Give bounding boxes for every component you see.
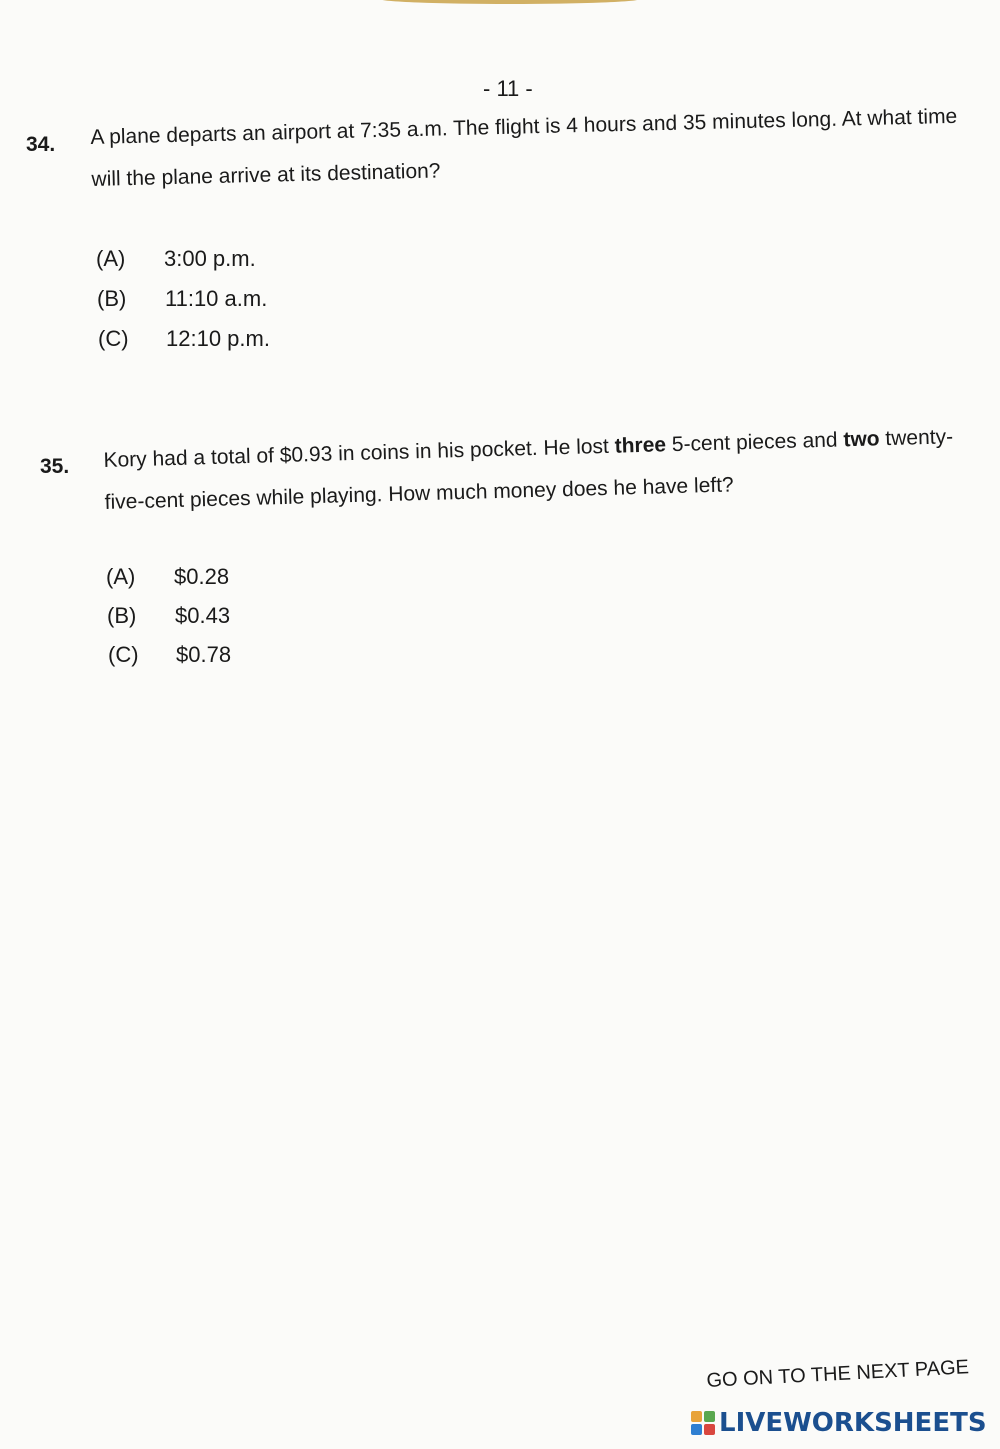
choice-text: $0.28	[174, 564, 230, 589]
choice-letter: (B)	[97, 286, 127, 311]
question-34-number: 34.	[26, 133, 56, 156]
question-35-text-part: 5-cent pieces and	[665, 428, 844, 457]
logo-tile	[691, 1424, 702, 1435]
question-35-choice-a[interactable]	[106, 564, 229, 590]
choice-text: 3:00 p.m.	[164, 246, 256, 271]
question-35-text	[103, 416, 975, 524]
choice-text: 12:10 p.m.	[166, 326, 270, 351]
logo-tile	[704, 1411, 715, 1422]
question-35-choice-c[interactable]	[108, 642, 231, 668]
question-35-text-part: twenty-five-cent pieces while playing. How much money does he have left?	[104, 425, 954, 514]
choice-text: $0.43	[175, 603, 231, 628]
question-34-text-part: A plane departs an airport at 7:35 a.m. The flight is 4 hours and 35 minutes long. At what time will the plane arrive at its destination?	[90, 104, 958, 191]
emphasis-two: two	[843, 427, 880, 452]
choice-text: $0.78	[176, 642, 232, 667]
choice-letter: (C)	[108, 642, 139, 667]
choice-letter: (A)	[96, 246, 126, 271]
logo-tile	[691, 1411, 702, 1422]
page-number: - 11 -	[483, 76, 533, 101]
question-34-choice-b[interactable]	[97, 286, 267, 312]
question-34-choice-a[interactable]	[96, 246, 256, 272]
logo-tile	[704, 1424, 715, 1435]
go-on-next-page: GO ON TO THE NEXT PAGE	[706, 1356, 970, 1392]
question-35-number: 35.	[40, 455, 70, 478]
question-34-text	[90, 95, 972, 200]
choice-letter: (B)	[107, 603, 137, 628]
choice-letter: (C)	[98, 326, 129, 351]
liveworksheets-logo-icon	[691, 1411, 715, 1435]
choice-letter: (A)	[106, 564, 136, 589]
question-35-choice-b[interactable]	[107, 603, 230, 629]
question-35-text-part: Kory had a total of $0.93 in coins in his pocket. He lost	[103, 434, 615, 472]
question-34-choice-c[interactable]	[98, 326, 270, 352]
brand-name: LIVEWORKSHEETS	[719, 1408, 987, 1438]
page-edge-stain	[380, 0, 640, 4]
choice-text: 11:10 a.m.	[165, 286, 268, 311]
emphasis-three: three	[614, 433, 667, 458]
brand-watermark	[691, 1408, 987, 1438]
